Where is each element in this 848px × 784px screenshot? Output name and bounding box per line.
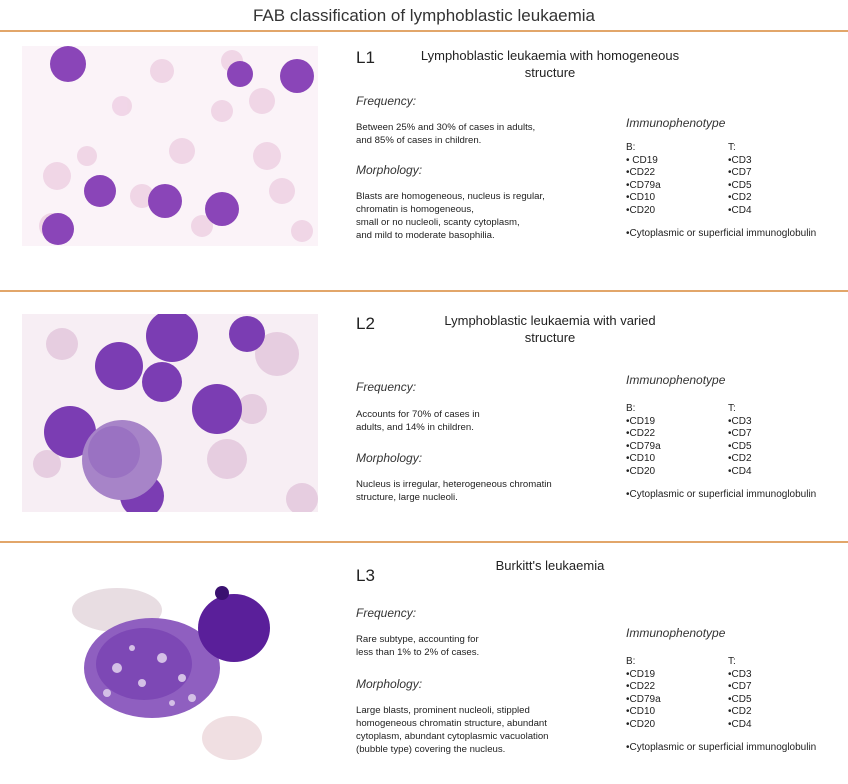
- l1-micrograph: [22, 46, 318, 246]
- marker: •CD22: [626, 681, 656, 693]
- marker: •CD3: [728, 415, 752, 427]
- l1-frequency-text: Between 25% and 30% of cases in adults, and 85% of cases in children.: [356, 122, 536, 146]
- marker: •CD20: [626, 718, 656, 730]
- marker: •CD3: [728, 154, 752, 166]
- l1-heading: Lymphoblastic leukaemia with homogeneous structure: [420, 48, 680, 80]
- marker: •CD4: [728, 718, 752, 730]
- l2-frequency-label: Frequency:: [356, 380, 417, 394]
- l1-morphology-text: Blasts are homogeneous, nucleus is regular, chromatin is homogeneous, small or no nucleoli, scanty cytoplasm, and mild to moderate basophilia.: [356, 191, 545, 241]
- l3-micrograph: [22, 568, 318, 772]
- marker: •CD4: [728, 465, 752, 477]
- l3-b-markers: [626, 656, 661, 732]
- l2-micrograph: [22, 314, 318, 512]
- marker: •CD5: [728, 440, 752, 452]
- marker: •CD79a: [626, 693, 661, 705]
- l1-morphology-label: Morphology:: [356, 163, 423, 177]
- marker: •CD2: [728, 192, 752, 204]
- l1-immunophenotype-label: Immunophenotype: [626, 116, 726, 130]
- l2-b-markers: [626, 403, 661, 479]
- marker: •CD22: [626, 428, 656, 440]
- marker: •CD5: [728, 179, 752, 191]
- t-header: T:: [728, 142, 736, 153]
- l3-footnote: •Cytoplasmic or superficial immunoglobulin: [626, 742, 817, 753]
- l2-immunophenotype-label: Immunophenotype: [626, 373, 726, 387]
- marker: •CD20: [626, 465, 656, 477]
- l2-morphology-label: Morphology:: [356, 451, 423, 465]
- page-title: FAB classification of lymphoblastic leukaemia: [252, 6, 596, 25]
- l3-morphology-text: Large blasts, prominent nucleoli, stippled homogeneous chromatin structure, abundant cytoplasm, abundant cytoplasmic vacuolation (bubble type) covering the nucleus.: [356, 705, 549, 755]
- l3-frequency-text: Rare subtype, accounting for less than 1% to 2% of cases.: [356, 634, 480, 658]
- marker: •CD5: [728, 693, 752, 705]
- marker: •CD22: [626, 167, 656, 179]
- l1-footnote: •Cytoplasmic or superficial immunoglobulin: [626, 228, 817, 239]
- marker: •CD79a: [626, 440, 661, 452]
- marker: •CD2: [728, 706, 752, 718]
- l1-b-markers: [626, 142, 661, 218]
- l3-code: L3: [356, 566, 375, 585]
- marker: •CD10: [626, 706, 656, 718]
- l1-frequency-label: Frequency:: [356, 94, 417, 108]
- b-header: B:: [626, 656, 636, 667]
- section-divider: [0, 290, 848, 292]
- l3-frequency-label: Frequency:: [356, 606, 417, 620]
- l3-morphology-label: Morphology:: [356, 677, 423, 691]
- marker: •CD10: [626, 192, 656, 204]
- marker: •CD4: [728, 204, 752, 216]
- l3-immunophenotype-label: Immunophenotype: [626, 626, 726, 640]
- marker: •CD79a: [626, 179, 661, 191]
- marker: •CD10: [626, 453, 656, 465]
- l3-heading: Burkitt's leukaemia: [495, 558, 605, 573]
- l1-t-markers: [728, 142, 752, 218]
- marker: •CD2: [728, 453, 752, 465]
- marker: •CD7: [728, 681, 752, 693]
- t-header: T:: [728, 403, 736, 414]
- marker: •CD7: [728, 167, 752, 179]
- l2-code: L2: [356, 314, 375, 333]
- marker: •CD19: [626, 668, 656, 680]
- marker: •CD3: [728, 668, 752, 680]
- section-divider: [0, 30, 848, 32]
- l2-morphology-text: Nucleus is irregular, heterogeneous chromatin structure, large nucleoli.: [356, 479, 552, 503]
- marker: • CD19: [626, 154, 658, 166]
- t-header: T:: [728, 656, 736, 667]
- b-header: B:: [626, 403, 636, 414]
- marker: •CD20: [626, 204, 656, 216]
- l2-t-markers: [728, 403, 752, 479]
- l3-t-markers: [728, 656, 752, 732]
- marker: •CD19: [626, 415, 656, 427]
- l2-footnote: •Cytoplasmic or superficial immunoglobulin: [626, 489, 817, 500]
- l2-frequency-text: Accounts for 70% of cases in adults, and 14% in children.: [356, 409, 480, 433]
- l1-code: L1: [356, 48, 375, 67]
- marker: •CD7: [728, 428, 752, 440]
- l2-heading: Lymphoblastic leukaemia with varied structure: [444, 313, 656, 345]
- section-divider: [0, 541, 848, 543]
- b-header: B:: [626, 142, 636, 153]
